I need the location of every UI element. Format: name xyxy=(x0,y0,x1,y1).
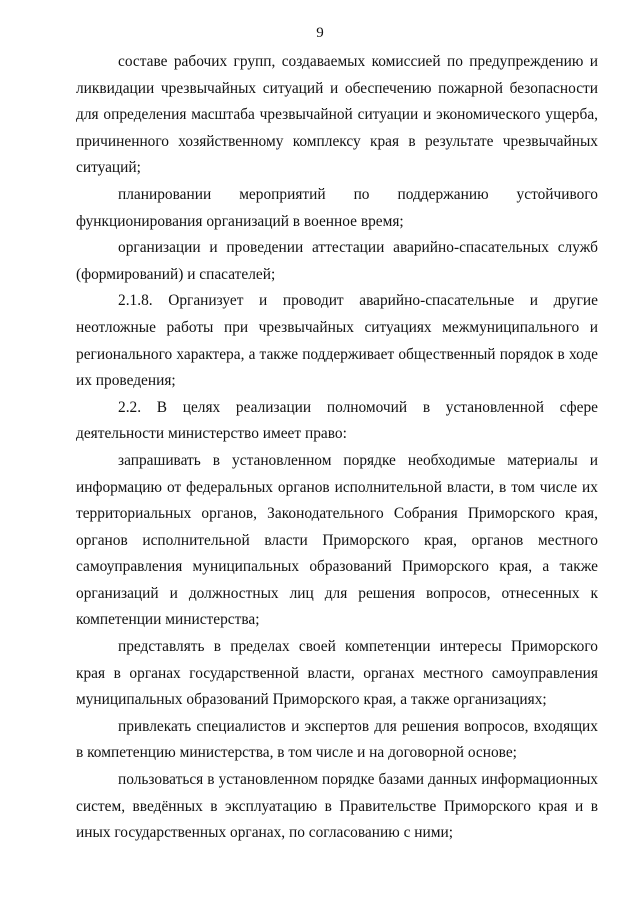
document-body xyxy=(76,49,598,847)
paragraph-working-groups: составе рабочих групп, создаваемых комиссией по предупреждению и ликвидации чрезвычайных ситуаций и обеспечению пожарной безопасности для определения масштаба чрезвычайной ситуации и экономического ущерба, причиненного хозяйственному комплексу края в результате чрезвычайных ситуаций; xyxy=(76,53,598,177)
paragraph-use-databases: пользоваться в установленном порядке базами данных информационных систем, введённых в эксплуатацию в Правительстве Приморского края и в иных государственных органах, по согласованию с ними; xyxy=(76,771,598,842)
paragraph-2-1-8: 2.1.8. Организует и проводит аварийно-спасательные и другие неотложные работы при чрезвычайных ситуациях межмуниципального и регионального характера, а также поддерживает общественный порядок в ходе их проведения; xyxy=(76,292,598,390)
paragraph-request-materials: запрашивать в установленном порядке необходимые материалы и информацию от федеральных органов исполнительной власти, в том числе их территориальных органов, Законодательного Собрания Приморского края, органов исполнительной власти Приморского края, органов местного самоуправления муниципальных образований Приморского края, а также организаций и должностных лиц для решения вопросов, отнесенных к компетенции министерства; xyxy=(76,451,598,629)
paragraph-represent-interests: представлять в пределах своей компетенции интересы Приморского края в органах государственной власти, органах местного самоуправления муниципальных образований Приморского края, а также организациях; xyxy=(76,638,598,709)
page-number: 9 xyxy=(316,25,324,41)
paragraph-attestation: организации и проведении аттестации аварийно-спасательных служб (формирований) и спасателей; xyxy=(76,239,598,283)
paragraph-involve-experts: привлекать специалистов и экспертов для решения вопросов, входящих в компетенцию министерства, в том числе и на договорной основе; xyxy=(76,717,598,762)
paragraph-2-2: 2.2. В целях реализации полномочий в установленной сфере деятельности министерство имеет право: xyxy=(76,398,598,443)
paragraph-planning: планировании мероприятий по поддержанию устойчивого функционирования организаций в военное время; xyxy=(76,185,598,230)
